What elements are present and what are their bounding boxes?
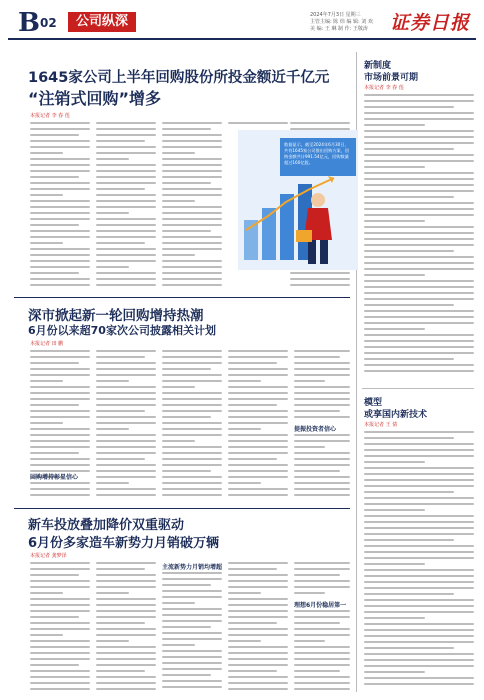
right-bottom-headline-line1: 模型 (364, 398, 383, 408)
shenzhen-headline-line2: 6月份以来超70家次公司披露相关计划 (28, 324, 216, 337)
main-headline-line2: “注销式回购”增多 (28, 89, 162, 108)
right-top-headline-line2: 市场前景可期 (364, 73, 419, 83)
section-divider (14, 297, 350, 298)
auto-subhead-1: 主流新势力月销均增超 (162, 564, 223, 571)
auto-headline-line1: 新车投放叠加降价双重驱动 (28, 518, 185, 533)
shenzhen-text-col-2 (96, 350, 156, 500)
section-divider (14, 508, 350, 509)
auto-text-col-5 (294, 562, 350, 694)
main-text-col-3 (162, 122, 222, 292)
header-meta-line: 2024年7月3日 星期三 (310, 12, 361, 18)
shenzhen-text-col-4 (228, 350, 288, 500)
right-bottom-byline: 本报记者 王 倩 (364, 422, 398, 428)
shenzhen-subhead-2: 提振投资者信心 (294, 426, 337, 433)
illustration-callout-box (280, 138, 356, 176)
main-text-col-1 (30, 122, 90, 292)
right-bottom-headline-line2: 或享国内新技术 (364, 410, 428, 420)
shenzhen-headline-line1: 深市掀起新一轮回购增持热潮 (28, 308, 204, 324)
shenzhen-text-col-5 (294, 350, 350, 500)
section-divider (362, 388, 474, 389)
right-bottom-text (364, 431, 474, 693)
auto-text-col-3 (162, 572, 222, 694)
main-byline: 本报记者 李 春 莲 (30, 113, 70, 119)
main-text-col-2 (96, 122, 156, 292)
auto-text-col-1 (30, 562, 90, 694)
section-name: 公司纵深 (68, 12, 136, 32)
right-top-byline: 本报记者 李 春 莲 (364, 85, 404, 91)
right-top-headline-line1: 新制度 (364, 61, 392, 71)
auto-text-col-2 (96, 562, 156, 694)
section-number: 02 (40, 16, 57, 30)
shenzhen-subhead-1: 回购增持彰显信心 (30, 474, 79, 481)
section-letter: B (18, 8, 40, 38)
auto-byline: 本报记者 龚梦泽 (30, 553, 67, 559)
auto-subhead-2: 理想6月份稳居第一 (294, 602, 347, 609)
shenzhen-text-col-3 (162, 350, 222, 500)
shenzhen-byline: 本报记者 田 鹏 (30, 341, 64, 347)
main-illustration (238, 130, 358, 270)
header-meta-line: 美 编: 王 琳 制 作: 王敬涛 (310, 26, 368, 32)
main-headline-line1: 1645家公司上半年回购股份所投金额近千亿元 (28, 70, 330, 86)
masthead-logo: 证券日报 (390, 12, 471, 34)
page-header (0, 0, 484, 44)
illustration-callout-text: 数据显示，截至2024年6月30日，共有1645家公司推出回购方案，回购金额共计991.54亿元，回购数量超过160亿股。 (284, 142, 350, 165)
header-meta-line: 主管主编: 陈 炜 编 辑: 刘 欢 (310, 19, 373, 25)
auto-text-col-4 (228, 562, 288, 694)
header-rule (8, 38, 476, 40)
right-top-text (364, 94, 474, 382)
auto-headline-line2: 6月份多家造车新势力月销破万辆 (28, 536, 220, 551)
